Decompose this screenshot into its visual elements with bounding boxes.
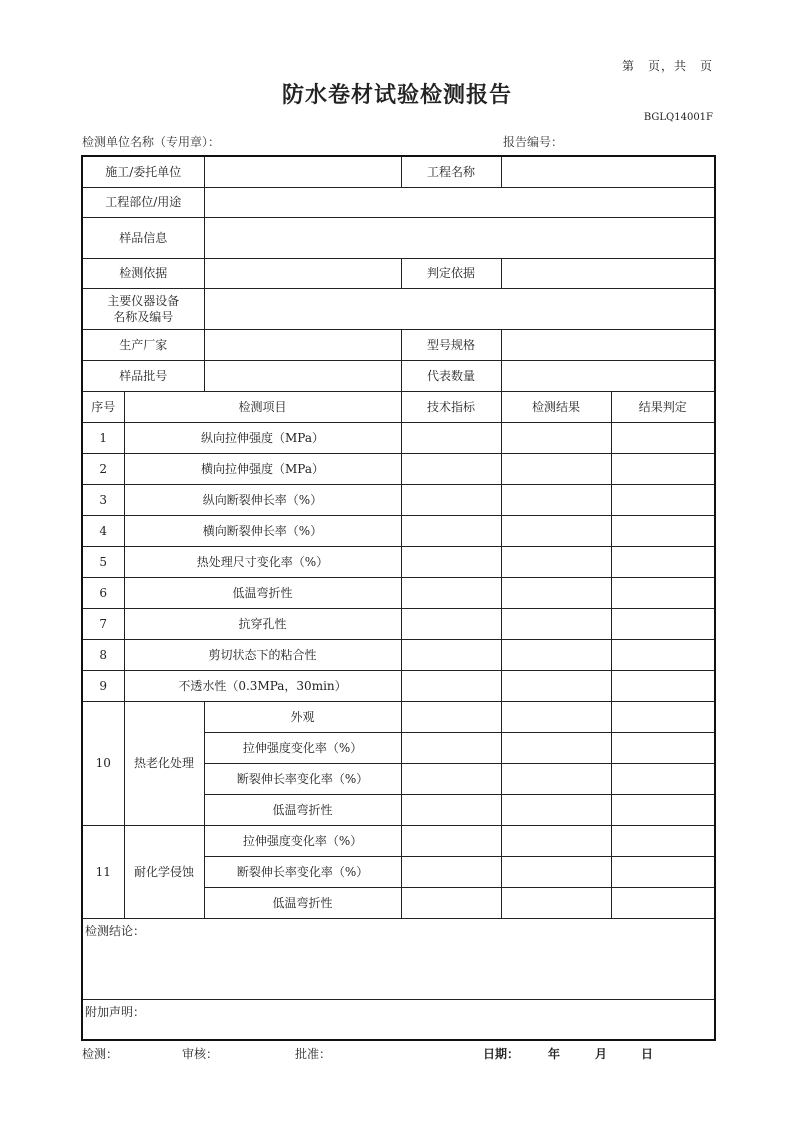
judgement-cell[interactable]	[611, 887, 715, 918]
item-no: 11	[82, 825, 124, 918]
result-cell[interactable]	[501, 577, 611, 608]
project-part-label: 工程部位/用途	[82, 187, 204, 217]
spec-cell[interactable]	[401, 732, 501, 763]
judgement-cell[interactable]	[611, 608, 715, 639]
sample-info-label: 样品信息	[82, 217, 204, 258]
judgement-cell[interactable]	[611, 670, 715, 701]
info-row	[82, 217, 715, 258]
quantity-label: 代表数量	[401, 360, 501, 391]
spec-cell[interactable]	[401, 639, 501, 670]
table-row	[82, 515, 715, 546]
judgement-cell[interactable]	[611, 856, 715, 887]
info-row	[82, 329, 715, 360]
client-value[interactable]	[204, 156, 401, 187]
item-no: 5	[82, 546, 124, 577]
result-cell[interactable]	[501, 670, 611, 701]
item-name: 低温弯折性	[124, 577, 401, 608]
reviewer-label: 审核：	[182, 1047, 219, 1061]
spec-cell[interactable]	[401, 608, 501, 639]
form-code: BGLQ14001F	[643, 112, 713, 123]
result-cell[interactable]	[501, 887, 611, 918]
item-name: 热处理尺寸变化率（%）	[124, 546, 401, 577]
column-header-row	[82, 391, 715, 422]
testing-unit-label: 检测单位名称（专用章）：	[82, 135, 221, 149]
spec-cell[interactable]	[401, 484, 501, 515]
group-name: 耐化学侵蚀	[124, 825, 204, 918]
equipment-label-line1: 主要仪器设备	[107, 293, 180, 308]
judgement-cell[interactable]	[611, 577, 715, 608]
item-no: 10	[82, 701, 124, 825]
equipment-label	[82, 288, 204, 329]
batch-no-value[interactable]	[204, 360, 401, 391]
sub-item-name: 断裂伸长率变化率（%）	[204, 763, 401, 794]
project-part-value[interactable]	[204, 187, 715, 217]
result-cell[interactable]	[501, 763, 611, 794]
result-cell[interactable]	[501, 701, 611, 732]
item-name: 抗穿孔性	[124, 608, 401, 639]
result-cell[interactable]	[501, 515, 611, 546]
spec-cell[interactable]	[401, 701, 501, 732]
result-cell[interactable]	[501, 422, 611, 453]
table-row	[82, 608, 715, 639]
item-no: 4	[82, 515, 124, 546]
table-row	[82, 825, 715, 856]
manufacturer-label: 生产厂家	[82, 329, 204, 360]
result-cell[interactable]	[501, 732, 611, 763]
item-no: 8	[82, 639, 124, 670]
sub-item-name: 断裂伸长率变化率（%）	[204, 856, 401, 887]
spec-cell[interactable]	[401, 825, 501, 856]
result-cell[interactable]	[501, 639, 611, 670]
statement-row	[82, 999, 715, 1040]
quantity-value[interactable]	[501, 360, 715, 391]
item-name: 横向断裂伸长率（%）	[124, 515, 401, 546]
item-no: 6	[82, 577, 124, 608]
result-cell[interactable]	[501, 453, 611, 484]
col-result-header: 检测结果	[501, 391, 611, 422]
model-spec-value[interactable]	[501, 329, 715, 360]
spec-cell[interactable]	[401, 422, 501, 453]
project-name-label: 工程名称	[401, 156, 501, 187]
judgement-cell[interactable]	[611, 484, 715, 515]
sample-info-value[interactable]	[204, 217, 715, 258]
batch-no-label: 样品批号	[82, 360, 204, 391]
table-row	[82, 484, 715, 515]
group-name: 热老化处理	[124, 701, 204, 825]
manufacturer-value[interactable]	[204, 329, 401, 360]
judgement-cell[interactable]	[611, 546, 715, 577]
result-cell[interactable]	[501, 546, 611, 577]
result-cell[interactable]	[501, 608, 611, 639]
item-no: 1	[82, 422, 124, 453]
table-row	[82, 701, 715, 732]
item-name: 纵向断裂伸长率（%）	[124, 484, 401, 515]
spec-cell[interactable]	[401, 577, 501, 608]
report-table	[81, 155, 716, 1041]
item-name: 纵向拉伸强度（MPa）	[124, 422, 401, 453]
day-label: 日	[641, 1047, 654, 1061]
item-name: 不透水性（0.3MPa，30min）	[124, 670, 401, 701]
tester-label: 检测：	[82, 1047, 119, 1061]
sub-item-name: 低温弯折性	[204, 794, 401, 825]
spec-cell[interactable]	[401, 453, 501, 484]
result-cell[interactable]	[501, 856, 611, 887]
statement-cell[interactable]	[82, 999, 715, 1040]
judgement-cell[interactable]	[611, 453, 715, 484]
sub-item-name: 拉伸强度变化率（%）	[204, 732, 401, 763]
info-row	[82, 360, 715, 391]
judgement-cell[interactable]	[611, 422, 715, 453]
project-name-value[interactable]	[501, 156, 715, 187]
page-info: 第 页，共 页	[621, 59, 713, 73]
result-cell[interactable]	[501, 794, 611, 825]
conclusion-label: 检测结论：	[85, 923, 146, 938]
table-row	[82, 577, 715, 608]
judge-basis-value[interactable]	[501, 258, 715, 288]
conclusion-row	[82, 918, 715, 999]
item-name: 剪切状态下的粘合性	[124, 639, 401, 670]
info-row	[82, 187, 715, 217]
result-cell[interactable]	[501, 484, 611, 515]
table-row	[82, 639, 715, 670]
equipment-label-line2: 名称及编号	[113, 309, 174, 324]
sub-item-name: 低温弯折性	[204, 887, 401, 918]
spec-cell[interactable]	[401, 763, 501, 794]
spec-cell[interactable]	[401, 546, 501, 577]
info-row	[82, 288, 715, 329]
approver-label: 批准：	[295, 1047, 332, 1061]
item-no: 9	[82, 670, 124, 701]
table-row	[82, 670, 715, 701]
judgement-cell[interactable]	[611, 825, 715, 856]
sub-item-name: 外观	[204, 701, 401, 732]
model-spec-label: 型号规格	[401, 329, 501, 360]
equipment-value[interactable]	[204, 288, 715, 329]
client-label: 施工/委托单位	[82, 156, 204, 187]
spec-cell[interactable]	[401, 515, 501, 546]
sub-item-name: 拉伸强度变化率（%）	[204, 825, 401, 856]
judgement-cell[interactable]	[611, 639, 715, 670]
conclusion-cell[interactable]	[82, 918, 715, 999]
judgement-cell[interactable]	[611, 732, 715, 763]
item-no: 2	[82, 453, 124, 484]
table-row	[82, 453, 715, 484]
spec-cell[interactable]	[401, 856, 501, 887]
judge-basis-label: 判定依据	[401, 258, 501, 288]
col-item-header: 检测项目	[124, 391, 401, 422]
year-label: 年	[548, 1047, 561, 1061]
report-number-label: 报告编号：	[503, 135, 564, 149]
info-row	[82, 258, 715, 288]
judgement-cell[interactable]	[611, 515, 715, 546]
statement-label: 附加声明：	[85, 1004, 146, 1019]
spec-cell[interactable]	[401, 794, 501, 825]
info-row	[82, 156, 715, 187]
col-no-header: 序号	[82, 391, 124, 422]
item-no: 3	[82, 484, 124, 515]
spec-cell[interactable]	[401, 670, 501, 701]
result-cell[interactable]	[501, 825, 611, 856]
table-row	[82, 546, 715, 577]
item-no: 7	[82, 608, 124, 639]
col-judgement-header: 结果判定	[611, 391, 715, 422]
judgement-cell[interactable]	[611, 763, 715, 794]
judgement-cell[interactable]	[611, 794, 715, 825]
month-label: 月	[595, 1047, 608, 1061]
report-title: 防水卷材试验检测报告	[281, 82, 512, 108]
col-spec-header: 技术指标	[401, 391, 501, 422]
item-name: 横向拉伸强度（MPa）	[124, 453, 401, 484]
date-label: 日期：	[483, 1047, 520, 1061]
table-row	[82, 422, 715, 453]
spec-cell[interactable]	[401, 887, 501, 918]
judgement-cell[interactable]	[611, 701, 715, 732]
test-basis-value[interactable]	[204, 258, 401, 288]
test-basis-label: 检测依据	[82, 258, 204, 288]
